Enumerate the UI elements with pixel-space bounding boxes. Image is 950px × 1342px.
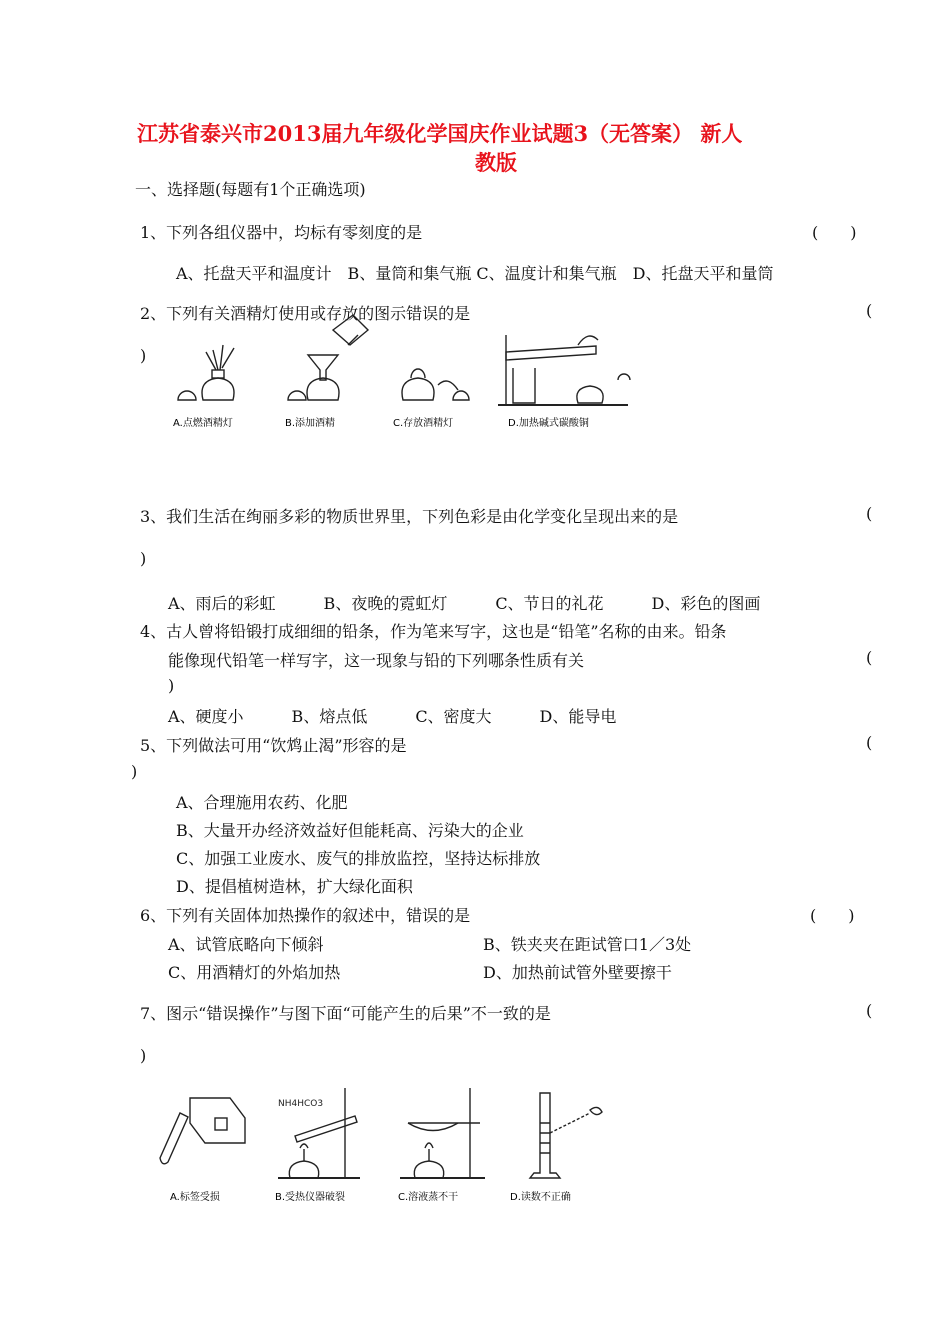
q6-option-a: A、试管底略向下倾斜 bbox=[168, 935, 324, 954]
q7-figure bbox=[150, 1078, 610, 1208]
q6-option-c: C、用酒精灯的外焰加热 bbox=[168, 963, 341, 982]
q3-options: A、雨后的彩虹 B、夜晚的霓虹灯 C、节日的礼花 D、彩色的图画 bbox=[168, 594, 761, 613]
q4-stem-2: 能像现代铅笔一样写字，这一现象与铅的下列哪条性质有关 bbox=[168, 651, 585, 670]
q1-stem: 1、下列各组仪器中，均标有零刻度的是 bbox=[140, 223, 423, 242]
q2-paren-open: ( bbox=[866, 301, 873, 320]
doc-title-line2: 教版 bbox=[475, 150, 517, 175]
q2-stem: 2、下列有关酒精灯使用或存放的图示错误的是 bbox=[140, 304, 471, 323]
q4-options: A、硬度小 B、熔点低 C、密度大 D、能导电 bbox=[168, 707, 617, 726]
q2-fig-b-funnel-icon bbox=[288, 315, 368, 400]
q3-paren-open: ( bbox=[866, 504, 873, 523]
q5-paren-close: ) bbox=[131, 762, 138, 781]
q7-paren-open: ( bbox=[866, 1001, 873, 1020]
q2-caption-c: C.存放酒精灯 bbox=[393, 418, 454, 429]
q4-stem-1: 4、古人曾将铅锻打成细细的铅条，作为笔来写字，这也是“铅笔”名称的由来。铅条 bbox=[140, 622, 727, 641]
q1-paren: ( ) bbox=[812, 223, 857, 242]
q7-paren-close: ) bbox=[140, 1046, 147, 1065]
q4-paren-close: ) bbox=[168, 676, 175, 695]
q2-caption-a: A.点燃酒精灯 bbox=[173, 418, 233, 429]
q7-fig-c-evaporating-icon bbox=[400, 1088, 485, 1178]
q7-caption-c: C.溶液蒸不干 bbox=[398, 1192, 459, 1203]
q5-option-c: C、加强工业废水、废气的排放监控，坚持达标排放 bbox=[176, 849, 541, 868]
q2-fig-d-apparatus-icon bbox=[498, 335, 630, 405]
q1-options: A、托盘天平和温度计 B、量筒和集气瓶 C、温度计和集气瓶 D、托盘天平和量筒 bbox=[176, 264, 774, 283]
q2-fig-a-lamp-icon bbox=[178, 345, 234, 400]
q5-paren-open: ( bbox=[866, 733, 873, 752]
q6-option-d: D、加热前试管外壁要擦干 bbox=[483, 963, 672, 982]
q6-stem: 6、下列有关固体加热操作的叙述中，错误的是 bbox=[140, 906, 471, 925]
doc-title-line1: 江苏省泰兴市2013届九年级化学国庆作业试题3（无答案） 新人 bbox=[137, 121, 743, 146]
q5-option-d: D、提倡植树造林，扩大绿化面积 bbox=[176, 877, 413, 896]
q4-paren-open: ( bbox=[866, 648, 873, 667]
q7-stem: 7、图示“错误操作”与图下面“可能产生的后果”不一致的是 bbox=[140, 1004, 551, 1023]
q6-paren: ( ) bbox=[810, 906, 855, 925]
q2-paren-close: ) bbox=[140, 346, 147, 365]
q3-stem: 3、我们生活在绚丽多彩的物质世界里，下列色彩是由化学变化呈现出来的是 bbox=[140, 507, 679, 526]
section-heading: 一、选择题(每题有1个正确选项) bbox=[135, 180, 366, 199]
q2-caption-b: B.添加酒精 bbox=[285, 418, 336, 429]
q2-fig-c-lamp-icon bbox=[402, 369, 469, 400]
q7-fig-d-cylinder-icon bbox=[530, 1093, 602, 1178]
q7-caption-d: D.读数不正确 bbox=[510, 1192, 571, 1203]
q2-figure bbox=[168, 300, 638, 450]
q5-option-b: B、大量开办经济效益好但能耗高、污染大的企业 bbox=[176, 821, 524, 840]
q5-stem: 5、下列做法可用“饮鸩止渴”形容的是 bbox=[140, 736, 407, 755]
q2-caption-d: D.加热碱式碳酸铜 bbox=[508, 418, 589, 429]
q3-paren-close: ) bbox=[140, 549, 147, 568]
q7-caption-b: B.受热仪器破裂 bbox=[275, 1192, 346, 1203]
q5-option-a: A、合理施用农药、化肥 bbox=[176, 793, 348, 812]
q7-fig-a-pouring-icon bbox=[160, 1098, 245, 1164]
q7-caption-a: A.标签受损 bbox=[170, 1192, 220, 1203]
q7-label-nh4hco3: NH4HCO3 bbox=[278, 1099, 324, 1109]
q6-option-b: B、铁夹夹在距试管口1／3处 bbox=[483, 935, 692, 954]
